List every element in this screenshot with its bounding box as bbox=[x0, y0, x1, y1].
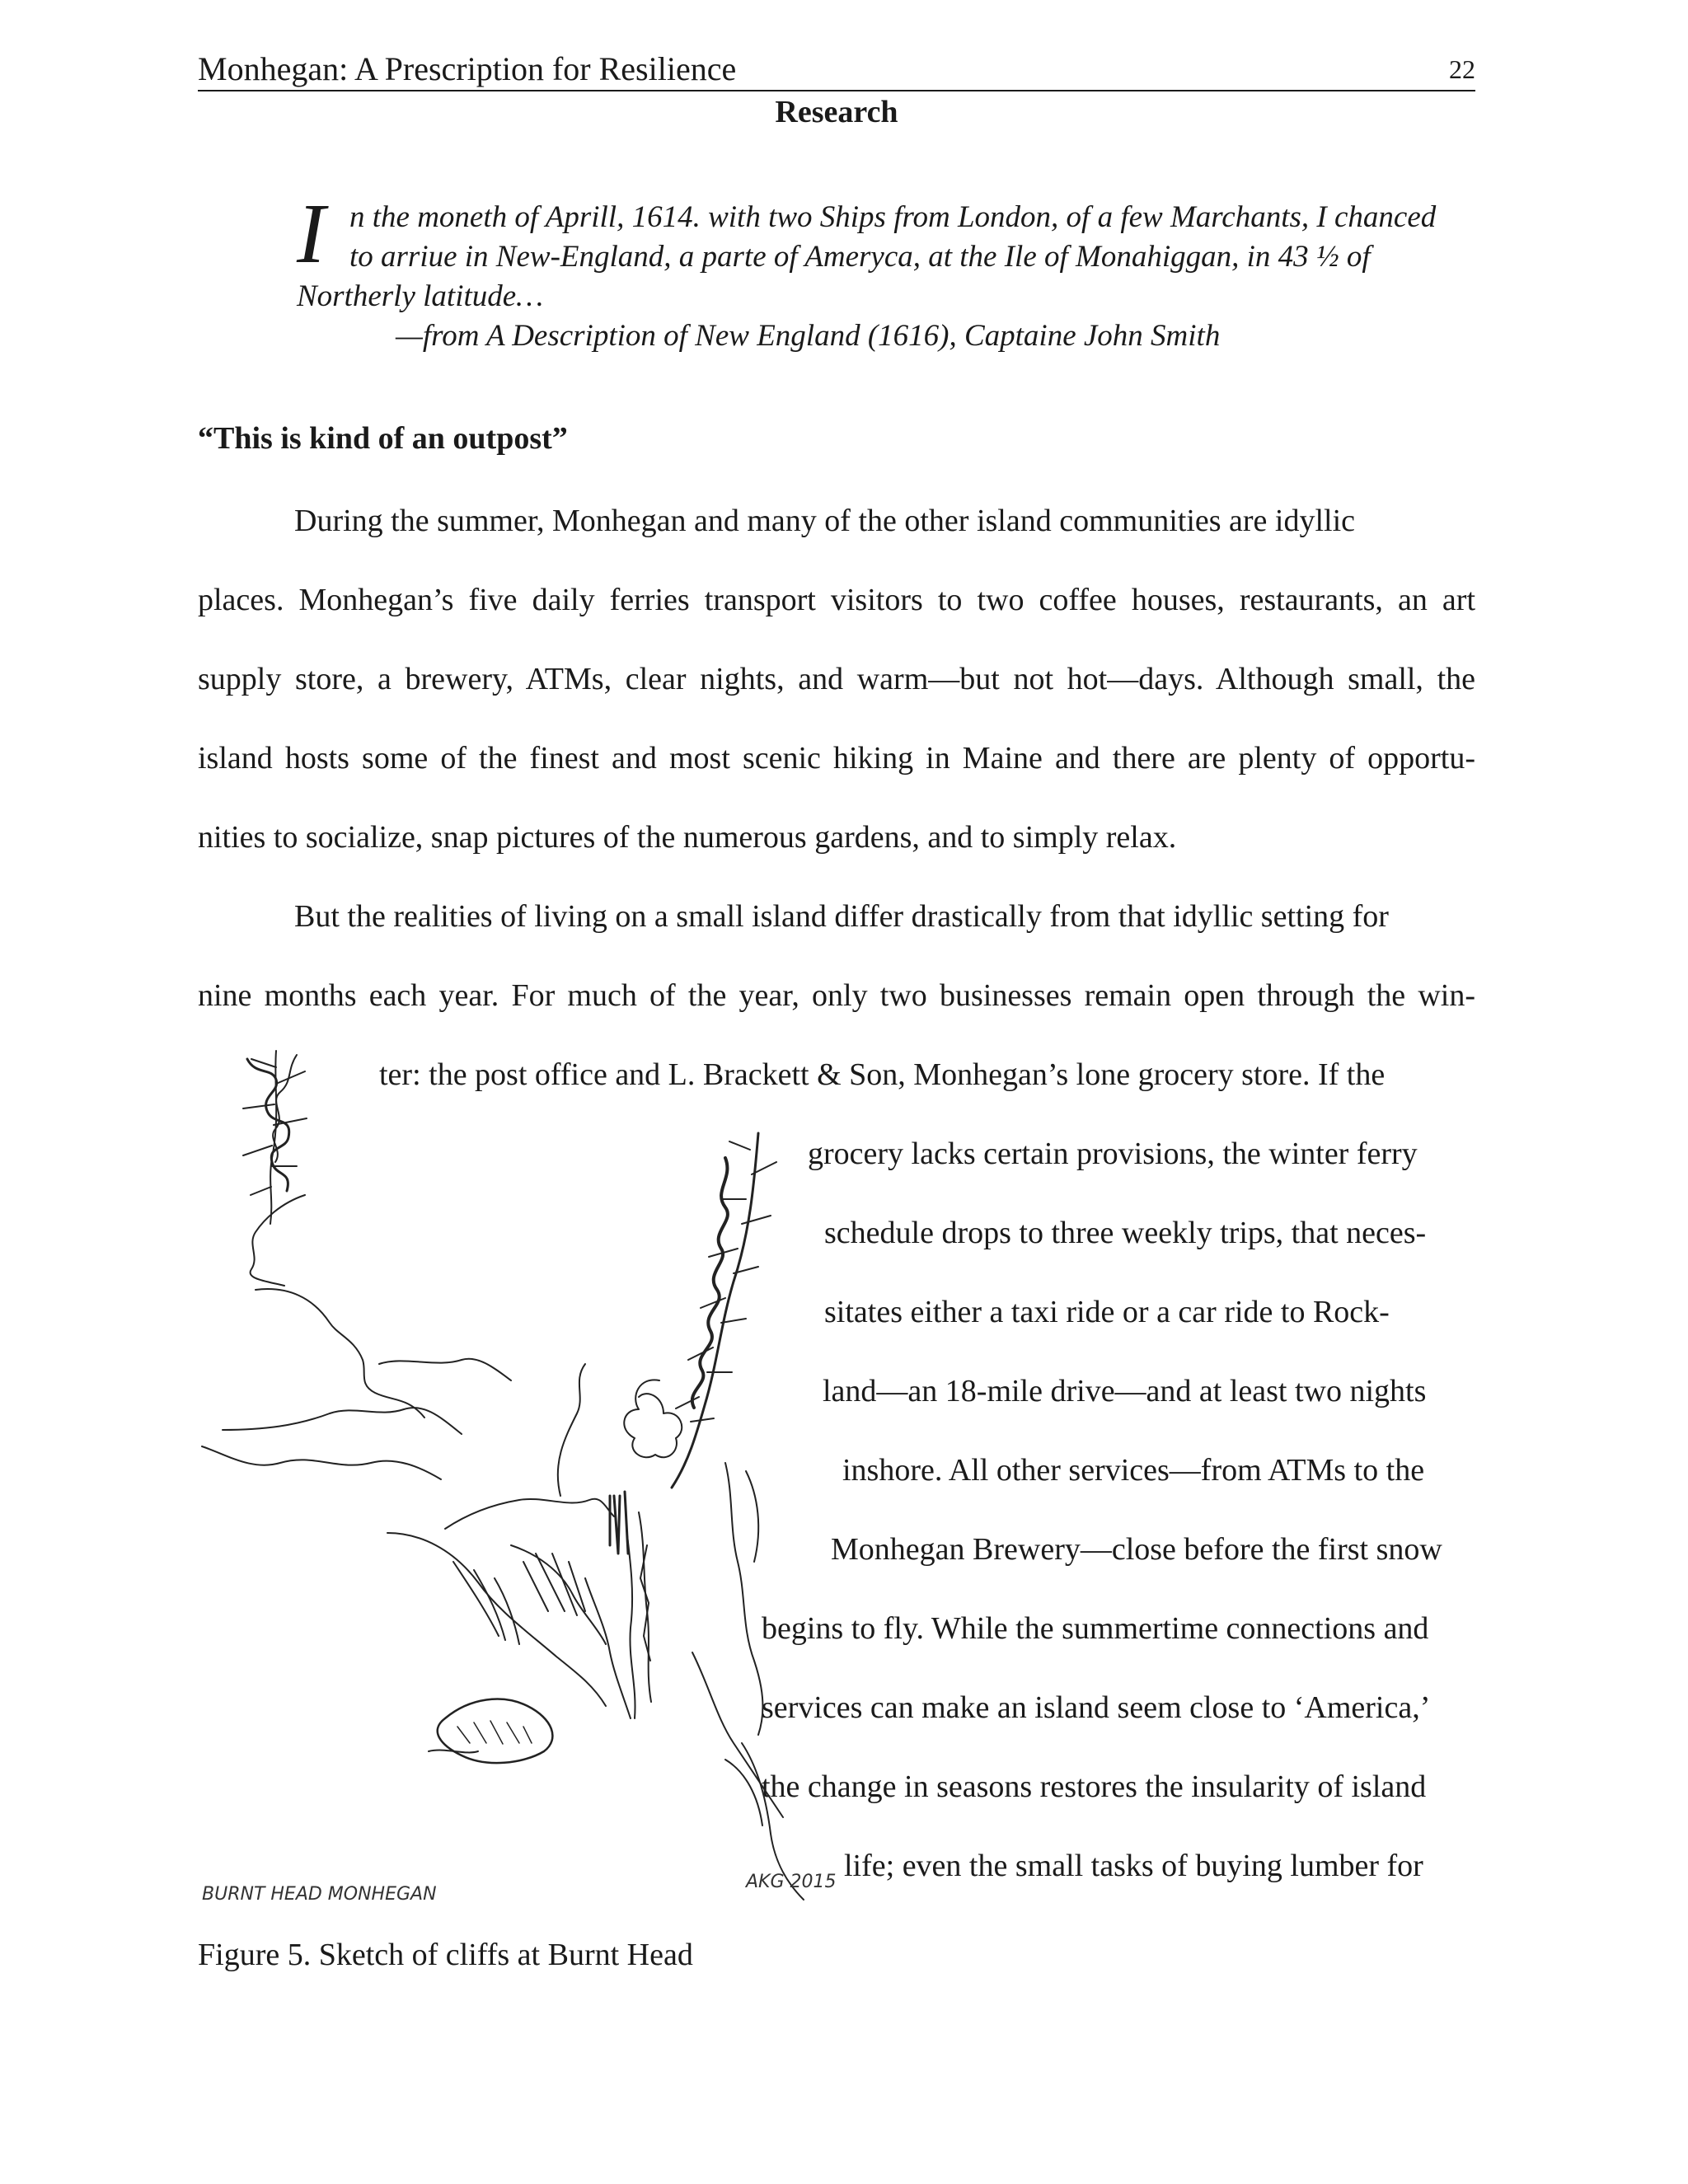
epigraph-line-2: to arriue in New-England, a parte of Ameryca, at the Ile of Monahiggan, in 43 ½ of bbox=[349, 240, 1371, 274]
body-line: But the realities of living on a small island differ drastically from that idyllic setting for bbox=[294, 899, 1389, 934]
artist-mark: AKG 2015 bbox=[746, 1872, 837, 1892]
subheading: “This is kind of an outpost” bbox=[198, 421, 568, 456]
body-line: Monhegan Brewery—close before the first snow bbox=[831, 1532, 1442, 1567]
body-line: grocery lacks certain provisions, the winter ferry bbox=[808, 1137, 1418, 1171]
body-line: sitates either a taxi ride or a car ride to Rock- bbox=[824, 1295, 1390, 1329]
body-line: begins to fly. While the summertime connections and bbox=[762, 1611, 1429, 1646]
body-line: supply store, a brewery, ATMs, clear nights, and warm—but not hot—days. Although small, the bbox=[198, 662, 1475, 696]
body-line: During the summer, Monhegan and many of the other island communities are idyllic bbox=[294, 504, 1356, 538]
body-line: services can make an island seem close to ‘America,’ bbox=[762, 1690, 1431, 1725]
body-line: places. Monhegan’s five daily ferries transport visitors to two coffee houses, restaurants, an art bbox=[198, 583, 1475, 617]
epigraph-line-1: n the moneth of Aprill, 1614. with two Ships from London, of a few Marchants, I chanced bbox=[349, 200, 1437, 234]
cliff-sketch-illustration bbox=[198, 1034, 837, 1920]
body-line: island hosts some of the finest and most scenic hiking in Maine and there are plenty of opportu- bbox=[198, 741, 1475, 776]
body-line: land—an 18-mile drive—and at least two nights bbox=[823, 1374, 1427, 1408]
running-title: Monhegan: A Prescription for Resilience bbox=[198, 50, 737, 87]
figure-caption: Figure 5. Sketch of cliffs at Burnt Head bbox=[198, 1938, 693, 1972]
body-line: nities to socialize, snap pictures of the numerous gardens, and to simply relax. bbox=[198, 820, 1177, 855]
body-line: life; even the small tasks of buying lumber for bbox=[844, 1849, 1423, 1883]
epigraph-attribution: —from A Description of New England (1616), Captaine John Smith bbox=[396, 319, 1221, 353]
epigraph-drop-cap: I bbox=[297, 186, 326, 281]
body-line: nine months each year. For much of the year, only two businesses remain open through the win- bbox=[198, 978, 1475, 1013]
sketch-label: BURNT HEAD MONHEGAN bbox=[202, 1884, 437, 1905]
epigraph-line-3: Northerly latitude… bbox=[297, 279, 544, 313]
header-rule bbox=[198, 90, 1475, 91]
body-line: the change in seasons restores the insularity of island bbox=[762, 1769, 1427, 1804]
body-line: schedule drops to three weekly trips, that neces- bbox=[824, 1216, 1427, 1250]
body-line: inshore. All other services—from ATMs to the bbox=[842, 1453, 1425, 1488]
body-line: ter: the post office and L. Brackett & Son, Monhegan’s lone grocery store. If the bbox=[379, 1057, 1386, 1092]
page-number: 22 bbox=[1449, 54, 1475, 84]
section-title: Research bbox=[775, 95, 898, 129]
